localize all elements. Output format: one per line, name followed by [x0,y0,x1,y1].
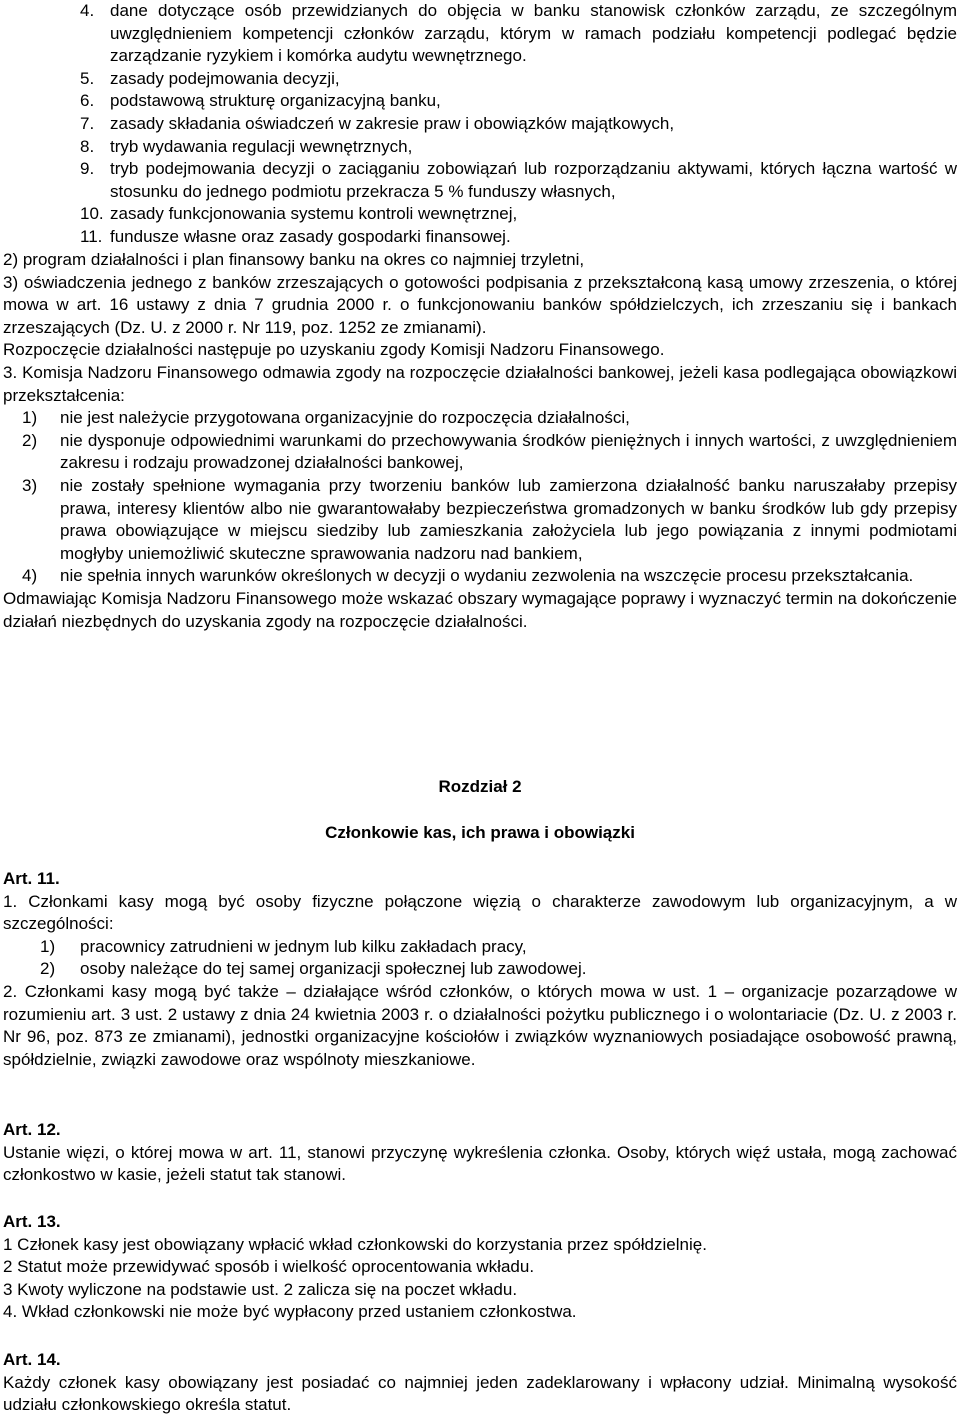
list-item [80,203,957,226]
article-paragraph: Każdy członek kasy obowiązany jest posiadać co najmniej jeden zadeklarowany i wpłacony udział. Minimalną wysokość udziału członkowskiego określa statut. [3,1372,957,1415]
list-item [80,226,957,249]
list-item [22,475,957,565]
list-item [22,565,957,588]
odmawiajac-paragraph: Odmawiając Komisja Nadzoru Finansowego może wskazać obszary wymagające poprawy i wyznaczyć termin na dokończenie działań niezbędnych do uzyskania zgody na rozpoczęcie działalności. [3,588,957,631]
list-item-text: nie spełnia innych warunków określonych w decyzji o wydaniu zezwolenia na wszczęcie procesu przekształcania. [60,566,914,586]
article-title: Art. 14. [3,1350,61,1369]
list-item-text: fundusze własne oraz zasady gospodarki finansowej. [110,226,511,246]
list-item-text: tryb wydawania regulacji wewnętrznych, [110,136,413,156]
oswiadczenia-paragraph: 3) oświadczenia jednego z banków zrzeszających o gotowości podpisania z przekształconą kasą umowy zrzeszenia, o której mowa w art. 16 ustawy z dnia 7 grudnia 2000 r. o funkcjonowaniu banków spółdzielczych, ich zrzeszaniu się i bankach zrzeszających (Dz. U. z 2000 r. Nr 119, poz. 1252 ze zmianami). [3,272,957,337]
list-item [80,136,957,159]
list-item-number: 3) [22,475,38,495]
list-item-number: 1) [22,408,38,428]
list-item [80,158,957,203]
list-item-number: 4. [80,1,95,20]
list-item [80,0,957,68]
list-item-text: zasady funkcjonowania systemu kontroli wewnętrznej, [110,204,518,224]
article-title: Art. 12. [3,1120,61,1139]
article-line: 1 Członek kasy jest obowiązany wpłacić wkład członkowski do korzystania przez spółdzielnię. [3,1234,707,1254]
list-item-number: 11. [80,226,103,246]
article-11 [3,868,957,1071]
article-line: 2 Statut może przewidywać sposób i wielkość oprocentowania wkładu. [3,1257,535,1277]
list-item-number: 2) [40,959,56,979]
article-line: 4. Wkład członkowski nie może być wypłacony przed ustaniem członkostwa. [3,1302,577,1322]
list-item-number: 4) [22,566,38,586]
requirements-list [80,0,957,249]
list-item-text: nie jest należycie przygotowana organizacyjnie do rozpoczęcia działalności, [60,408,630,428]
article-title: Art. 13. [3,1212,61,1231]
list-item-text: zasady podejmowania decyzji, [110,68,340,88]
list-item-number: 7. [80,113,95,133]
rozpoczecie-paragraph: Rozpoczęcie działalności następuje po uzyskaniu zgody Komisji Nadzoru Finansowego. [3,340,665,360]
article-line: 3 Kwoty wyliczone na podstawie ust. 2 zalicza się na poczet wkładu. [3,1279,518,1299]
list-item [22,430,957,475]
list-item [80,90,957,113]
list-item-number: 2) [22,430,38,450]
article-12 [3,1119,957,1187]
section-paragraphs [3,249,957,633]
list-item [80,113,957,136]
article-14 [3,1349,957,1417]
chapter-subtitle: Członkowie kas, ich prawa i obowiązki [325,823,635,842]
list-item-text: pracownicy zatrudnieni w jednym lub kilku zakładach pracy, [80,936,527,956]
list-item-text: osoby należące do tej samej organizacji społecznej lub zawodowej. [80,959,587,979]
list-item [40,958,957,981]
article-paragraph: 1. Członkami kasy mogą być osoby fizyczne połączone więzią o charakterze zawodowym lub organizacyjnym, a w szczególności: [3,891,957,934]
list-item-number: 1) [40,936,56,956]
list-item-number: 5. [80,68,95,88]
list-item [80,68,957,91]
article-paragraph: 2. Członkami kasy mogą być także – działające wśród członków, o których mowa w ust. 1 – organizacje pozarządowe w rozumieniu art. 3 ust. 2 ustawy z dnia 24 kwietnia 2003 r. o działalności pożytku publicznego i o wolontariacie (Dz. U. z 2003 r. Nr 96, poz. 873 ze zmianami), jednostki organizacyjne kościołów i związków wyznaniowych posiadające osobowość prawną, spółdzielnie, związki zawodowe oraz wspólnoty mieszkaniowe. [3,981,957,1069]
refusal-paragraph: 3. Komisja Nadzoru Finansowego odmawia zgody na rozpoczęcie działalności bankowej, jeżeli kasa podlegająca obowiązkowi przekształcenia: [3,362,957,405]
refusal-list [3,407,957,588]
article-list [3,936,957,981]
list-item-text: podstawową strukturę organizacyjną banku, [110,91,441,111]
list-item-number: 10. [80,204,104,224]
article-paragraph: Ustanie więzi, o której mowa w art. 11, stanowi przyczynę wykreślenia członka. Osoby, których więź ustała, mogą zachować członkostwo w kasie, jeżeli statut tak stanowi. [3,1142,957,1185]
list-item-text: nie zostały spełnione wymagania przy tworzeniu banków lub zamierzona działalność banku naruszałaby przepisy prawa, interesy klientów albo nie gwarantowałaby bezpieczeństwa gromadzonych w banku środków lub gdy przepisy prawa obowiązujące w miejscu siedziby lub zamieszkania założyciela lub jego powiązania z innymi podmiotami mogłyby uniemożliwić skuteczne sprawowania nadzoru nad bankiem, [60,475,957,563]
list-item-text: zasady składania oświadczeń w zakresie praw i obowiązków majątkowych, [110,113,675,133]
article-title: Art. 11. [3,869,60,888]
list-item-number: 8. [80,136,95,156]
chapter-title: Rozdział 2 [438,777,522,796]
list-item [40,936,957,959]
list-item-text: dane dotyczące osób przewidzianych do objęcia w banku stanowisk członków zarządu, ze szczególnym uwzględnieniem kompetencji członków zarządu, którym w ramach podziału kompetencji podlegać będzie zarządzanie ryzykiem i komórka audytu wewnętrznego. [110,1,957,66]
list-item-number: 6. [80,91,95,111]
list-item-text: tryb podejmowania decyzji o zaciąganiu zobowiązań lub rozporządzaniu aktywami, których łączna wartość w stosunku do jednego podmiotu przekracza 5 % funduszy własnych, [110,159,957,201]
program-paragraph: 2) program działalności i plan finansowy banku na okres co najmniej trzyletni, [3,250,585,269]
list-item [22,407,957,430]
list-item-number: 9. [80,159,95,179]
article-13 [3,1211,957,1324]
list-item-text: nie dysponuje odpowiednimi warunkami do przechowywania środków pieniężnych i innych wartości, z uwzględnieniem zakresu i rodzaju prowadzonej działalności bankowej, [60,430,957,473]
